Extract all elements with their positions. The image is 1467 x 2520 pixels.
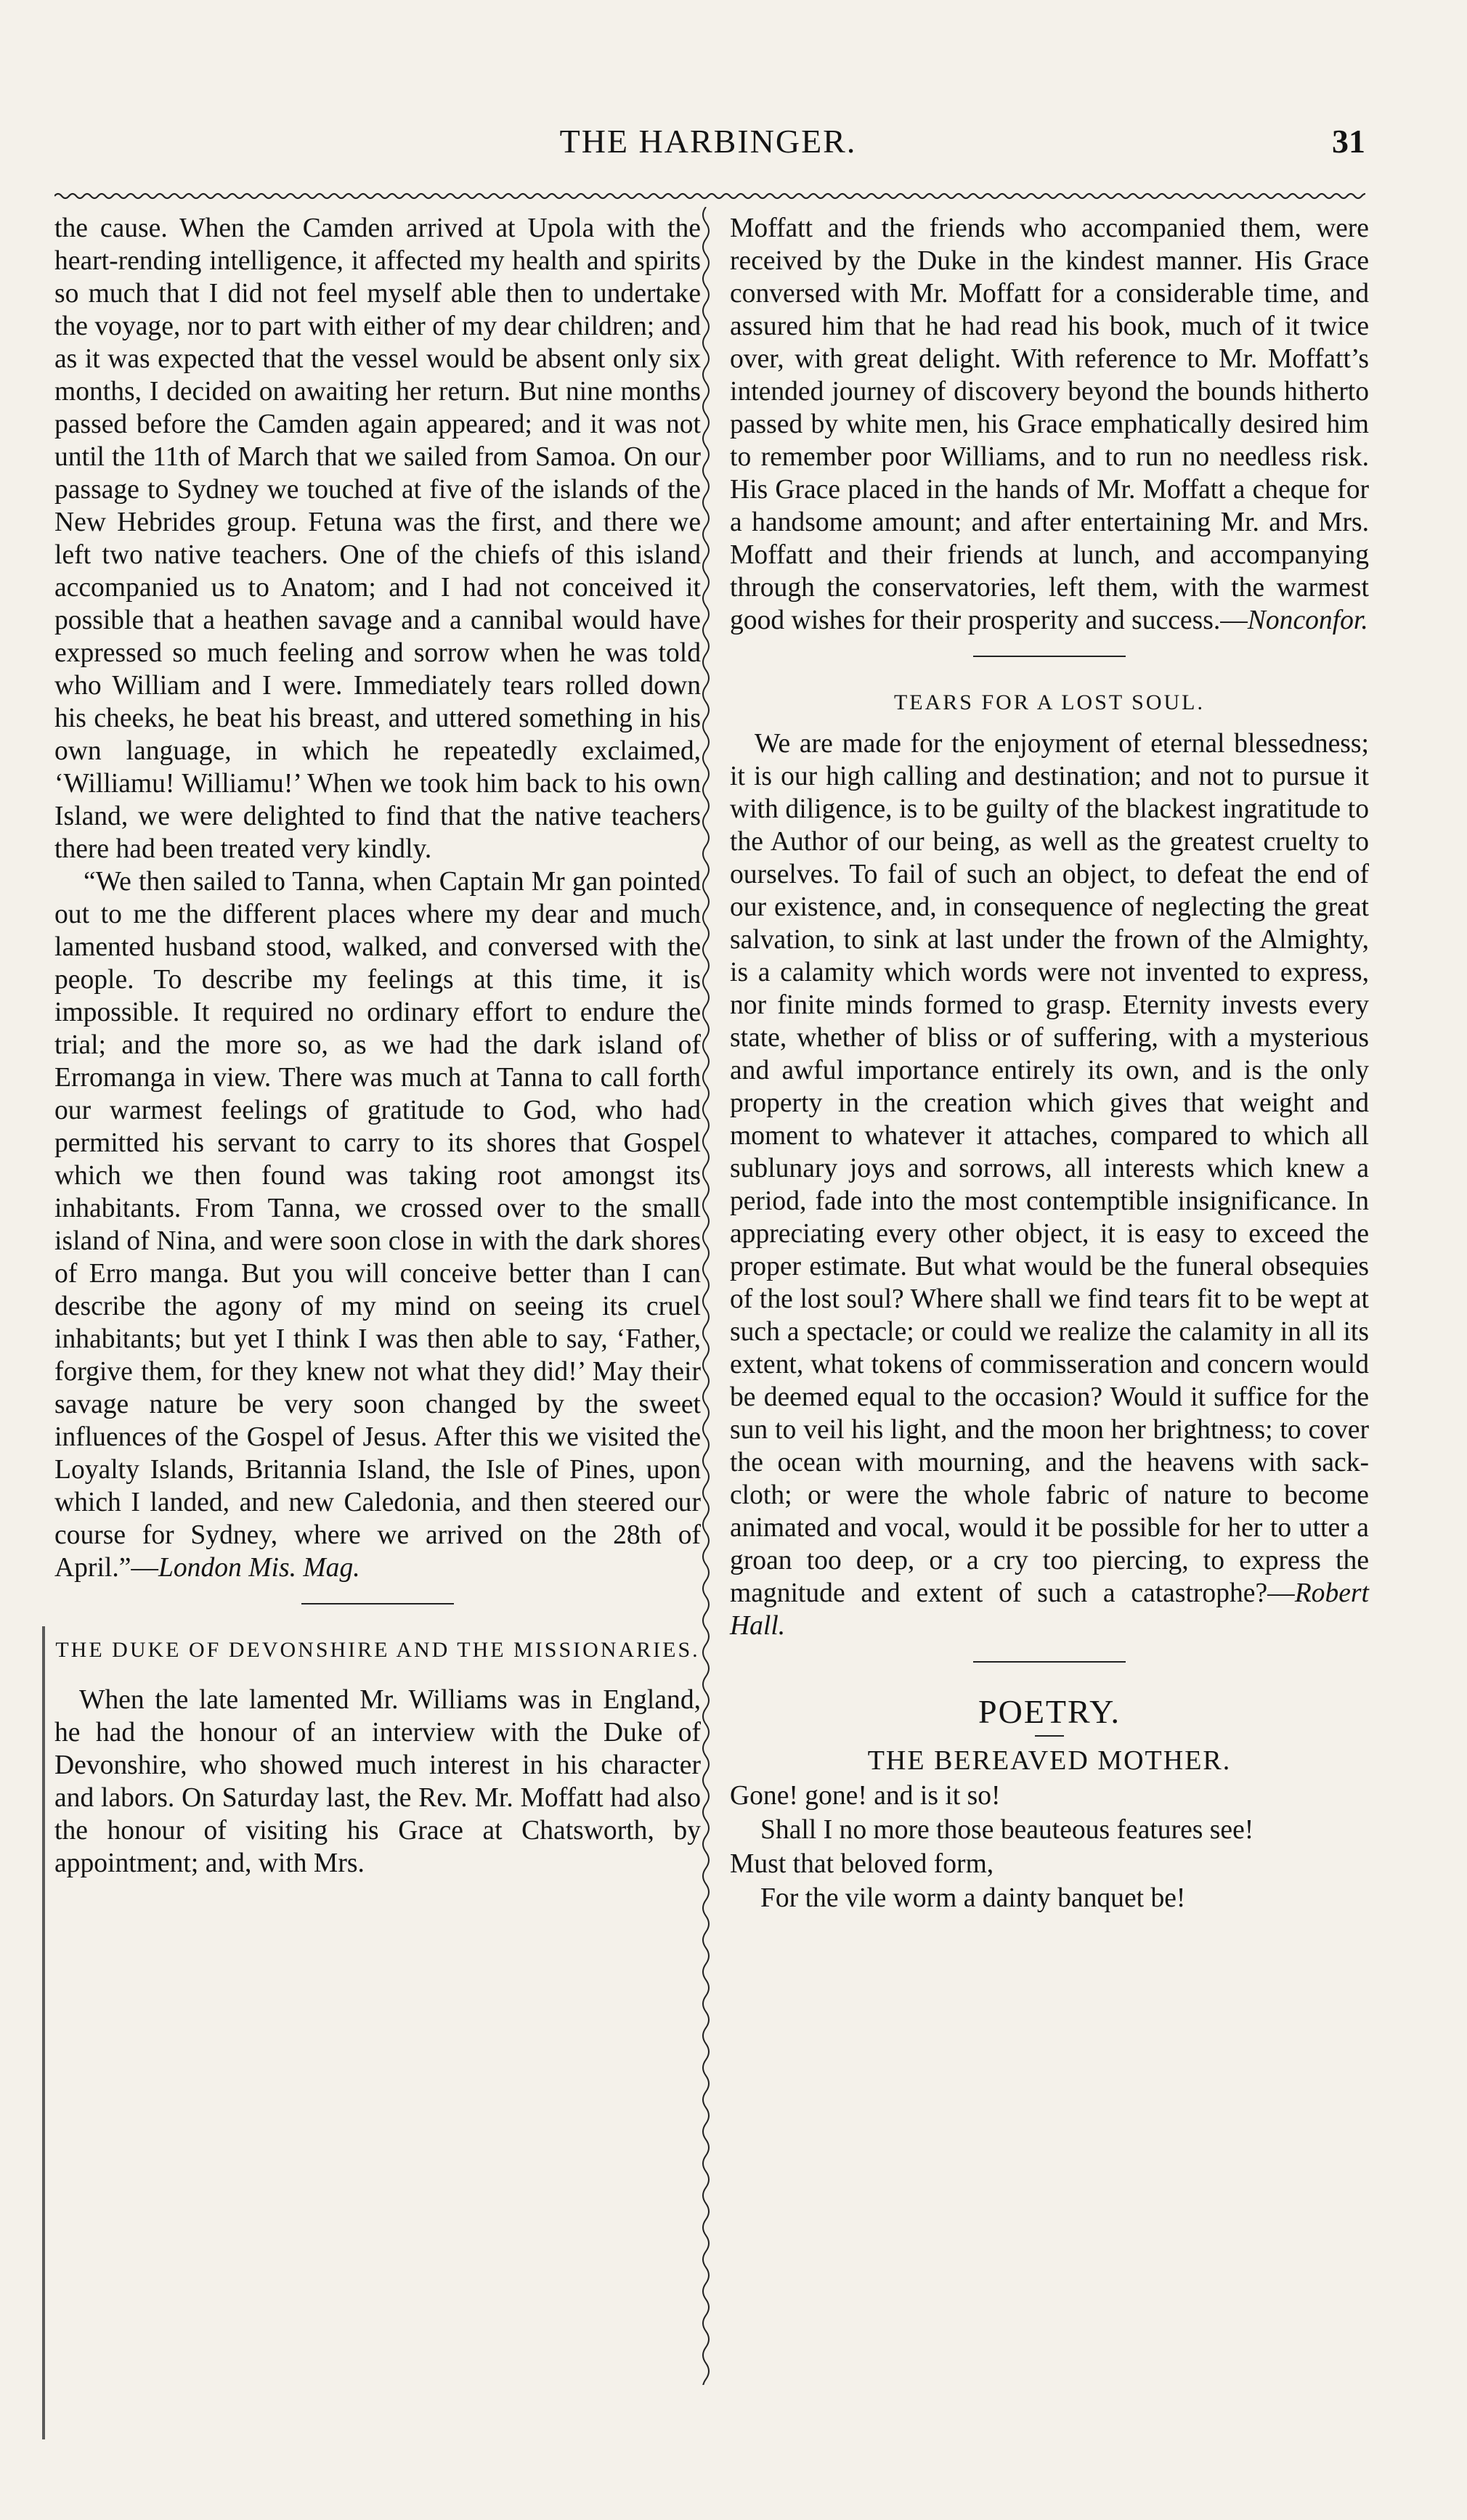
article-paragraph-text: We are made for the enjoyment of eternal blessedness; it is our high calling and destination; and not to pursue it with diligence, is to be guilty of the blackest ingratitude to the Author of our being, as well as the greatest cruelty to ourselves. To fail of such an object, to defeat the end of our existence, and, in consequence of neglecting the great salvation, to sink at last under the frown of the Almighty, is a calamity which words were not invented to express, nor finite minds formed to grasp. Eternity invests every state, whether of bliss or of suffering, with a mysterious and awful importance entirely its own, and is the only property in the creation which gives that weight and moment to whatever it attaches, compared to which all sublunary joys and sorrows, all interests which knew a period, fade into the most contemptible insignificance. In appreciating every other object, it is easy to exceed the proper estimate. But what would be the funeral obsequies of the lost soul? Where shall we find tears fit to be wept at such a spectacle; or could we realize the calamity in all its extent, what tokens of commisseration and concern would be deemed equal to the occasion? Would it suffice for the sun to veil his light, and the moon her brightness; to cover the ocean with mourning, and the heavens with sack-cloth; or were the whole fabric of nature to become animated and vocal, would it be possible for her to utter a groan too deep, or a cry too piercing, to express the magnitude and extent of such a catastrophe?— [730, 729, 1369, 1608]
header-wavy-rule [54, 190, 1365, 202]
poem-line: For the vile worm a dainty banquet be! [760, 1883, 1186, 1913]
page-header [51, 122, 1365, 173]
poem-title: THE BEREAVED MOTHER. [867, 1745, 1232, 1776]
poetry-heading: POETRY. [978, 1693, 1121, 1730]
section-divider [973, 1661, 1126, 1663]
spacer [730, 719, 1369, 727]
right-column [730, 212, 1369, 1915]
section-title: THE DUKE OF DEVONSHIRE AND THE MISSIONARIES. [55, 1638, 700, 1662]
article-source: Nonconfor. [1247, 605, 1368, 635]
article-paragraph [730, 212, 1369, 637]
poem-line: Must that beloved form, [730, 1849, 994, 1879]
article-paragraph: the cause. When the Camden arrived at Upola with the heart-rending intelligence, it affected my health and spirits so much that I did not feel myself able then to undertake the voyage, nor to part with either of my dear children; and as it was expected that the vessel would be absent only six months, I decided on awaiting her return. But nine months passed before the Camden again appeared; and it was not until the 11th of March that we sailed from Samoa. On our passage to Sydney we touched at five of the islands of the New Hebrides group. Fetuna was the first, and there we left two native teachers. One of the chiefs of this island accompanied us to Anatom; and I had not conceived it possible that a heathen savage and a cannibal would have expressed so much feeling and sorrow when he was told who William and I were. Immediately tears rolled down his cheeks, he beat his breast, and uttered something in his own language, in which he repeatedly exclaimed, ‘Williamu! Williamu!’ When we took him back to his own Island, we were delighted to find that the native teachers there had been treated very kindly. [54, 213, 701, 864]
poem-line: Gone! gone! and is it so! [730, 1781, 1001, 1811]
page-number: 31 [1332, 123, 1365, 160]
margin-binding-mark [42, 1626, 45, 2439]
section-title: TEARS FOR A LOST SOUL. [893, 690, 1206, 714]
article-paragraph-text: “We then sailed to Tanna, when Captain Mr gan pointed out to me the different places where my dear and much lamented husband stood, walked, and conversed with the people. To describe my feelings at this time, it is impossible. It required no ordinary effort to endure the trial; and the more so, as we had the dark island of Erromanga in view. There was much at Tanna to call forth our warmest feelings of gratitude to God, who had permitted his servant to carry to its shores that Gospel which we then found was taking root amongst its inhabitants. From Tanna, we crossed over to the small island of Nina, and were soon close in with the dark shores of Erro manga. But you will conceive better than I can describe the agony of my mind on seeing its cruel inhabitants; but yet I think I was then able to say, ‘Father, forgive them, for they knew not what they did!’ May their savage nature be very soon changed by the sweet influences of the Gospel of Jesus. After this we visited the Loyalty Islands, Britannia Island, the Isle of Pines, upon which I landed, and new Caledonia, and then steered our course for Sydney, where we arrived on the 28th of April.”— [54, 867, 701, 1583]
article-source: Robert Hall. [730, 1578, 1369, 1641]
running-title: THE HARBINGER. [559, 123, 857, 160]
poetry-rule [1035, 1735, 1064, 1737]
article-paragraph: When the late lamented Mr. Williams was in England, he had the honour of an interview with the Duke of Devonshire, who showed much interest in his character and labors. On Saturday last, the Rev. Mr. Moffatt had also the honour of visiting his Grace at Chatsworth, by appointment; and, with Mrs. [54, 1685, 701, 1878]
spacer [54, 1666, 701, 1684]
poem-line: Shall I no more those beauteous features see! [760, 1815, 1254, 1845]
article-source: London Mis. Mag. [158, 1553, 360, 1583]
article-paragraph-text: Moffatt and the friends who accompanied them, were received by the Duke in the kindest manner. His Grace conversed with Mr. Moffatt for a considerable time, and assured him that he had read his book, much of it twice over, with great delight. With reference to Mr. Moffatt’s intended journey of discovery beyond the bounds hitherto passed by white men, his Grace emphatically desired him to remember poor Williams, and to run no needless risk. His Grace placed in the hands of Mr. Moffatt a cheque for a handsome amount; and after entertaining Mr. and Mrs. Moffatt and their friends at lunch, and accompanying through the conservatories, left them, with the warmest good wishes for their prosperity and success.— [730, 213, 1369, 635]
left-column [54, 212, 701, 1880]
article-paragraph [730, 727, 1369, 1642]
article-paragraph [54, 865, 701, 1584]
section-divider [301, 1603, 454, 1604]
section-divider [973, 656, 1126, 657]
